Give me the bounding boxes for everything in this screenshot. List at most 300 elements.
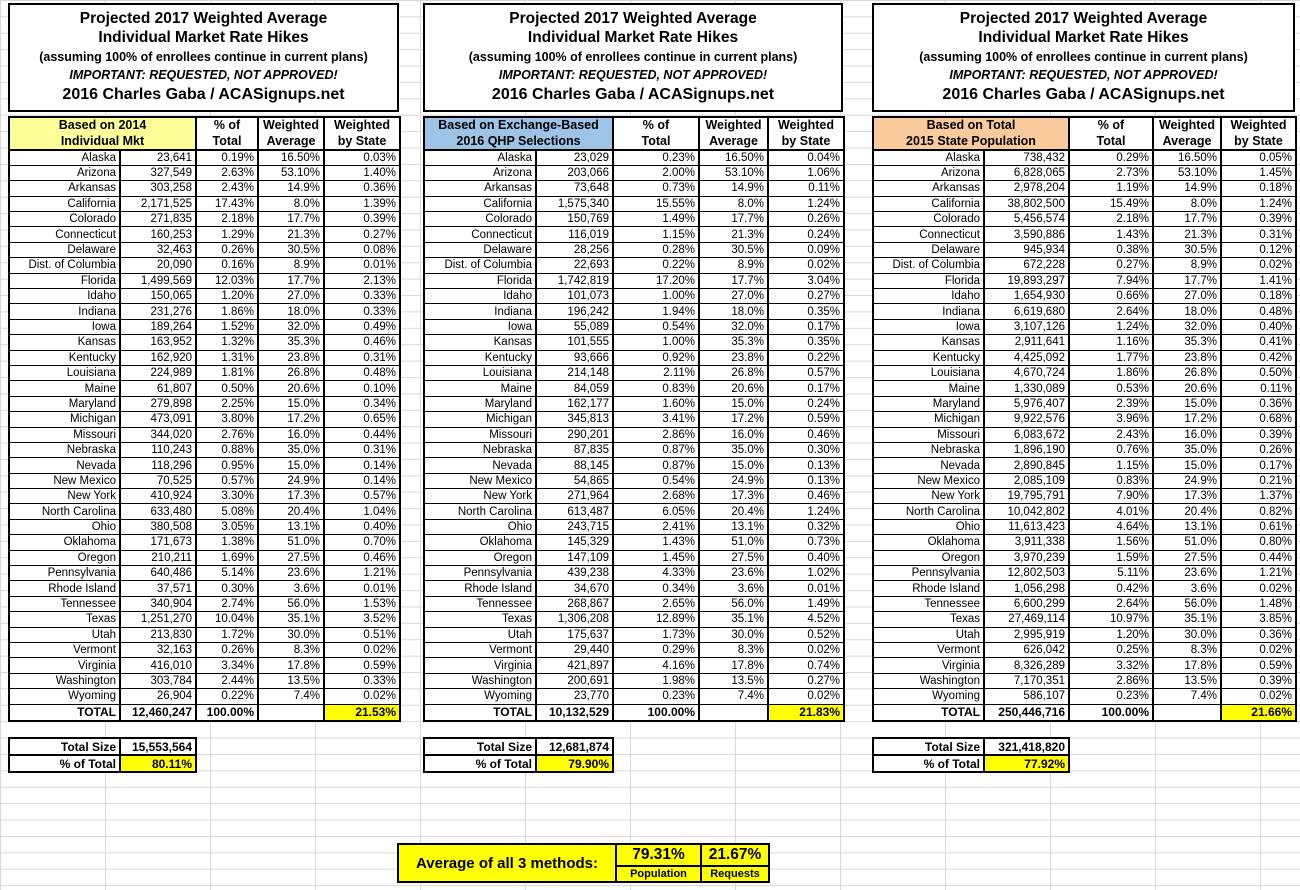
pct-of-total-cell[interactable]: 2.65% (613, 596, 699, 611)
weighted-average-cell[interactable]: 20.4% (258, 504, 324, 519)
state-cell[interactable]: Ohio (424, 519, 536, 534)
weighted-by-state-cell[interactable]: 1.53% (324, 596, 400, 611)
size-cell[interactable]: 55,089 (536, 319, 613, 334)
weighted-average-cell[interactable]: 27.0% (1153, 289, 1221, 304)
size-cell[interactable]: 196,242 (536, 304, 613, 319)
size-cell[interactable]: 6,600,299 (984, 596, 1069, 611)
pct-of-total-cell[interactable]: 1.32% (196, 335, 258, 350)
weighted-average-cell[interactable]: 30.0% (1153, 627, 1221, 642)
pct-of-total-cell[interactable]: 2.86% (613, 427, 699, 442)
size-cell[interactable]: 6,619,680 (984, 304, 1069, 319)
weighted-average-cell[interactable]: 27.0% (699, 289, 768, 304)
size-cell[interactable]: 37,571 (120, 581, 196, 596)
state-cell[interactable]: Oregon (9, 550, 120, 565)
state-cell[interactable]: Dist. of Columbia (424, 258, 536, 273)
weighted-by-state-cell[interactable]: 0.31% (1221, 227, 1296, 242)
weighted-average-cell[interactable]: 30.5% (699, 242, 768, 257)
pct-of-total-cell[interactable]: 15.55% (613, 196, 699, 211)
weighted-average-cell[interactable]: 24.9% (258, 473, 324, 488)
size-cell[interactable]: 439,238 (536, 566, 613, 581)
weighted-average-cell[interactable]: 17.2% (258, 412, 324, 427)
weighted-average-cell[interactable]: 17.7% (258, 212, 324, 227)
weighted-by-state-cell[interactable]: 0.36% (1221, 627, 1296, 642)
pct-of-total-cell[interactable]: 0.29% (613, 643, 699, 658)
weighted-by-state-cell[interactable]: 1.45% (1221, 165, 1296, 180)
weighted-average-cell[interactable]: 32.0% (699, 319, 768, 334)
weighted-average-cell[interactable]: 7.4% (699, 689, 768, 704)
weighted-average-cell[interactable]: 27.0% (258, 289, 324, 304)
weighted-average-cell[interactable]: 23.6% (258, 566, 324, 581)
weighted-average-cell[interactable]: 8.9% (258, 258, 324, 273)
pct-of-total-cell[interactable]: 1.20% (196, 289, 258, 304)
pct-of-total-cell[interactable]: 3.41% (613, 412, 699, 427)
pct-of-total-cell[interactable]: 1.20% (1069, 627, 1153, 642)
weighted-by-state-cell[interactable]: 0.49% (324, 319, 400, 334)
weighted-by-state-cell[interactable]: 0.02% (1221, 258, 1296, 273)
state-cell[interactable]: Oklahoma (9, 535, 120, 550)
weighted-average-cell[interactable]: 15.0% (258, 458, 324, 473)
weighted-average-cell[interactable]: 53.10% (1153, 165, 1221, 180)
weighted-by-state-cell[interactable]: 0.18% (1221, 181, 1296, 196)
size-cell[interactable]: 150,769 (536, 212, 613, 227)
state-cell[interactable]: New York (873, 489, 984, 504)
pct-of-total-cell[interactable]: 3.80% (196, 412, 258, 427)
weighted-average-cell[interactable]: 15.0% (699, 458, 768, 473)
state-cell[interactable]: Idaho (424, 289, 536, 304)
state-cell[interactable]: Iowa (873, 319, 984, 334)
weighted-average-cell[interactable]: 17.7% (699, 212, 768, 227)
weighted-by-state-cell[interactable]: 0.70% (324, 535, 400, 550)
average-population-value[interactable]: 79.31% (616, 844, 701, 866)
size-cell[interactable]: 1,306,208 (536, 612, 613, 627)
state-cell[interactable]: Nevada (424, 458, 536, 473)
weighted-average-cell[interactable]: 20.6% (1153, 381, 1221, 396)
size-cell[interactable]: 4,425,092 (984, 350, 1069, 365)
weighted-average-cell[interactable]: 17.8% (1153, 658, 1221, 673)
size-cell[interactable]: 54,865 (536, 473, 613, 488)
size-cell[interactable]: 224,989 (120, 365, 196, 380)
state-cell[interactable]: Nevada (9, 458, 120, 473)
pct-of-total-cell[interactable]: 0.57% (196, 473, 258, 488)
weighted-average-cell[interactable]: 7.4% (1153, 689, 1221, 704)
weighted-average-cell[interactable]: 15.0% (1153, 458, 1221, 473)
weighted-by-state-cell[interactable]: 0.24% (768, 227, 844, 242)
state-cell[interactable]: Kentucky (424, 350, 536, 365)
state-cell[interactable]: Maine (9, 381, 120, 396)
size-cell[interactable]: 1,251,270 (120, 612, 196, 627)
weighted-by-state-cell[interactable]: 0.11% (1221, 381, 1296, 396)
pct-of-total-cell[interactable]: 0.23% (613, 689, 699, 704)
size-cell[interactable]: 290,201 (536, 427, 613, 442)
state-cell[interactable]: New Mexico (9, 473, 120, 488)
total-weighted-by-state-cell[interactable]: 21.53% (324, 704, 400, 721)
state-cell[interactable]: Arkansas (424, 181, 536, 196)
size-cell[interactable]: 1,575,340 (536, 196, 613, 211)
weighted-by-state-cell[interactable]: 0.17% (1221, 458, 1296, 473)
weighted-average-cell[interactable]: 20.6% (258, 381, 324, 396)
state-cell[interactable]: Washington (873, 673, 984, 688)
pct-of-total-cell[interactable]: 2.25% (196, 396, 258, 411)
state-cell[interactable]: Wyoming (873, 689, 984, 704)
size-cell[interactable]: 5,456,574 (984, 212, 1069, 227)
weighted-average-cell[interactable]: 20.4% (699, 504, 768, 519)
state-cell[interactable]: Wyoming (424, 689, 536, 704)
pct-of-total-cell[interactable]: 1.45% (613, 550, 699, 565)
weighted-by-state-cell[interactable]: 0.21% (1221, 473, 1296, 488)
weighted-by-state-cell[interactable]: 0.34% (324, 396, 400, 411)
size-cell[interactable]: 19,795,791 (984, 489, 1069, 504)
weighted-by-state-cell[interactable]: 0.46% (768, 427, 844, 442)
state-cell[interactable]: Virginia (424, 658, 536, 673)
weighted-average-cell[interactable]: 18.0% (699, 304, 768, 319)
pct-of-total-cell[interactable]: 2.64% (1069, 304, 1153, 319)
weighted-average-cell[interactable]: 8.0% (258, 196, 324, 211)
pct-of-total-cell[interactable]: 1.00% (613, 289, 699, 304)
weighted-by-state-cell[interactable]: 0.40% (1221, 319, 1296, 334)
weighted-by-state-cell[interactable]: 0.59% (1221, 658, 1296, 673)
size-cell[interactable]: 101,073 (536, 289, 613, 304)
size-cell[interactable]: 738,432 (984, 150, 1069, 165)
weighted-average-cell[interactable]: 13.5% (1153, 673, 1221, 688)
pct-of-total-cell[interactable]: 0.66% (1069, 289, 1153, 304)
weighted-by-state-cell[interactable]: 0.61% (1221, 519, 1296, 534)
state-cell[interactable]: North Carolina (424, 504, 536, 519)
state-cell[interactable]: Missouri (873, 427, 984, 442)
state-cell[interactable]: Utah (424, 627, 536, 642)
weighted-by-state-cell[interactable]: 1.24% (1221, 196, 1296, 211)
state-cell[interactable]: Michigan (9, 412, 120, 427)
size-cell[interactable]: 327,549 (120, 165, 196, 180)
weighted-by-state-cell[interactable]: 0.18% (1221, 289, 1296, 304)
weighted-average-cell[interactable]: 17.7% (258, 273, 324, 288)
weighted-average-cell[interactable]: 17.3% (699, 489, 768, 504)
size-cell[interactable]: 633,480 (120, 504, 196, 519)
weighted-by-state-cell[interactable]: 0.50% (1221, 365, 1296, 380)
weighted-by-state-cell[interactable]: 0.33% (324, 289, 400, 304)
weighted-average-cell[interactable]: 27.5% (699, 550, 768, 565)
size-cell[interactable]: 12,802,503 (984, 566, 1069, 581)
pct-of-total-cell[interactable]: 2.74% (196, 596, 258, 611)
total-size-value[interactable]: 321,418,820 (984, 738, 1069, 755)
size-cell[interactable]: 303,258 (120, 181, 196, 196)
state-cell[interactable]: Oklahoma (424, 535, 536, 550)
weighted-by-state-cell[interactable]: 0.17% (768, 319, 844, 334)
state-cell[interactable]: Louisiana (9, 365, 120, 380)
state-cell[interactable]: Indiana (873, 304, 984, 319)
pct-of-total-cell[interactable]: 2.64% (1069, 596, 1153, 611)
size-cell[interactable]: 8,326,289 (984, 658, 1069, 673)
weighted-by-state-cell[interactable]: 0.24% (768, 396, 844, 411)
pct-of-total-cell[interactable]: 2.76% (196, 427, 258, 442)
weighted-by-state-cell[interactable]: 4.52% (768, 612, 844, 627)
pct-of-total-cell[interactable]: 1.81% (196, 365, 258, 380)
pct-of-total-cell[interactable]: 0.88% (196, 442, 258, 457)
pct-of-total-cell[interactable]: 15.49% (1069, 196, 1153, 211)
size-cell[interactable]: 416,010 (120, 658, 196, 673)
state-cell[interactable]: New York (9, 489, 120, 504)
size-cell[interactable]: 3,970,239 (984, 550, 1069, 565)
pct-of-total-cell[interactable]: 2.86% (1069, 673, 1153, 688)
pct-of-total-cell[interactable]: 0.50% (196, 381, 258, 396)
weighted-by-state-cell[interactable]: 0.03% (324, 150, 400, 165)
size-cell[interactable]: 189,264 (120, 319, 196, 334)
weighted-average-cell[interactable]: 32.0% (258, 319, 324, 334)
pct-of-total-cell[interactable]: 7.90% (1069, 489, 1153, 504)
pct-of-total-cell[interactable]: 0.53% (1069, 381, 1153, 396)
state-cell[interactable]: California (424, 196, 536, 211)
size-cell[interactable]: 101,555 (536, 335, 613, 350)
weighted-by-state-cell[interactable]: 0.48% (324, 365, 400, 380)
size-cell[interactable]: 3,107,126 (984, 319, 1069, 334)
state-cell[interactable]: Arizona (9, 165, 120, 180)
weighted-average-cell[interactable]: 17.2% (699, 412, 768, 427)
pct-of-total-cell[interactable]: 0.54% (613, 473, 699, 488)
weighted-by-state-cell[interactable]: 0.59% (324, 658, 400, 673)
pct-of-total-cell[interactable]: 0.87% (613, 442, 699, 457)
pct-of-total-cell[interactable]: 1.43% (1069, 227, 1153, 242)
weighted-by-state-cell[interactable]: 0.02% (1221, 581, 1296, 596)
pct-of-total-cell[interactable]: 1.29% (196, 227, 258, 242)
state-cell[interactable]: Alaska (424, 150, 536, 165)
weighted-average-cell[interactable]: 17.3% (1153, 489, 1221, 504)
weighted-average-cell[interactable]: 21.3% (699, 227, 768, 242)
pct-of-total-cell[interactable]: 4.33% (613, 566, 699, 581)
state-cell[interactable]: Kansas (424, 335, 536, 350)
pct-of-total-cell[interactable]: 0.30% (196, 581, 258, 596)
weighted-by-state-cell[interactable]: 3.85% (1221, 612, 1296, 627)
size-cell[interactable]: 150,065 (120, 289, 196, 304)
size-cell[interactable]: 344,020 (120, 427, 196, 442)
weighted-average-cell[interactable]: 13.5% (699, 673, 768, 688)
total-pct-cell[interactable]: 100.00% (1069, 704, 1153, 721)
state-cell[interactable]: Connecticut (424, 227, 536, 242)
pct-of-total-cell[interactable]: 1.16% (1069, 335, 1153, 350)
size-cell[interactable]: 2,171,525 (120, 196, 196, 211)
pct-of-total-cell[interactable]: 0.83% (1069, 473, 1153, 488)
state-cell[interactable]: Pennsylvania (873, 566, 984, 581)
weighted-average-cell[interactable]: 14.9% (1153, 181, 1221, 196)
pct-of-total-cell[interactable]: 1.98% (613, 673, 699, 688)
weighted-average-cell[interactable]: 21.3% (1153, 227, 1221, 242)
weighted-average-cell[interactable]: 14.9% (699, 181, 768, 196)
pct-of-total-cell[interactable]: 0.29% (1069, 150, 1153, 165)
pct-of-total-cell[interactable]: 2.18% (1069, 212, 1153, 227)
weighted-by-state-cell[interactable]: 0.46% (768, 489, 844, 504)
pct-of-total-cell[interactable]: 0.27% (1069, 258, 1153, 273)
state-cell[interactable]: Tennessee (9, 596, 120, 611)
weighted-average-cell[interactable]: 17.7% (699, 273, 768, 288)
size-cell[interactable]: 214,148 (536, 365, 613, 380)
state-cell[interactable]: North Carolina (9, 504, 120, 519)
pct-of-total-cell[interactable]: 2.63% (196, 165, 258, 180)
total-size-value[interactable]: 15,553,564 (120, 738, 196, 755)
weighted-by-state-cell[interactable]: 0.11% (768, 181, 844, 196)
pct-of-total-cell[interactable]: 1.56% (1069, 535, 1153, 550)
weighted-average-cell[interactable]: 7.4% (258, 689, 324, 704)
pct-of-total-cell[interactable]: 10.97% (1069, 612, 1153, 627)
weighted-by-state-cell[interactable]: 0.31% (324, 350, 400, 365)
pct-of-total-cell[interactable]: 17.20% (613, 273, 699, 288)
state-cell[interactable]: Texas (424, 612, 536, 627)
pct-of-total-cell[interactable]: 2.39% (1069, 396, 1153, 411)
weighted-by-state-cell[interactable]: 0.40% (768, 550, 844, 565)
weighted-by-state-cell[interactable]: 0.26% (768, 212, 844, 227)
total-weighted-by-state-cell[interactable]: 21.66% (1221, 704, 1296, 721)
size-cell[interactable]: 586,107 (984, 689, 1069, 704)
weighted-average-cell[interactable]: 16.50% (1153, 150, 1221, 165)
weighted-by-state-cell[interactable]: 1.06% (768, 165, 844, 180)
weighted-by-state-cell[interactable]: 0.59% (768, 412, 844, 427)
pct-of-total-cell[interactable]: 12.89% (613, 612, 699, 627)
weighted-average-cell[interactable]: 51.0% (258, 535, 324, 550)
pct-of-total-cell[interactable]: 1.86% (1069, 365, 1153, 380)
pct-of-total-cell[interactable]: 5.11% (1069, 566, 1153, 581)
state-cell[interactable]: Vermont (873, 643, 984, 658)
weighted-average-cell[interactable]: 8.9% (699, 258, 768, 273)
total-size-cell[interactable]: 10,132,529 (536, 704, 613, 721)
weighted-average-cell[interactable]: 16.50% (699, 150, 768, 165)
state-cell[interactable]: Delaware (873, 242, 984, 257)
size-cell[interactable]: 28,256 (536, 242, 613, 257)
size-cell[interactable]: 203,066 (536, 165, 613, 180)
state-cell[interactable]: Virginia (873, 658, 984, 673)
weighted-by-state-cell[interactable]: 0.73% (768, 535, 844, 550)
state-cell[interactable]: Louisiana (873, 365, 984, 380)
weighted-by-state-cell[interactable]: 0.27% (768, 289, 844, 304)
total-pct-cell[interactable]: 100.00% (196, 704, 258, 721)
weighted-average-cell[interactable]: 20.4% (1153, 504, 1221, 519)
weighted-by-state-cell[interactable]: 0.26% (1221, 442, 1296, 457)
state-cell[interactable]: Indiana (9, 304, 120, 319)
weighted-average-cell[interactable]: 35.3% (258, 335, 324, 350)
pct-of-total-cell[interactable]: 1.24% (1069, 319, 1153, 334)
state-cell[interactable]: Dist. of Columbia (873, 258, 984, 273)
pct-of-total-cell[interactable]: 3.34% (196, 658, 258, 673)
weighted-average-cell[interactable]: 26.8% (699, 365, 768, 380)
state-cell[interactable]: Rhode Island (424, 581, 536, 596)
pct-of-total-cell[interactable]: 1.19% (1069, 181, 1153, 196)
size-cell[interactable]: 162,920 (120, 350, 196, 365)
size-cell[interactable]: 2,978,204 (984, 181, 1069, 196)
weighted-average-cell[interactable]: 35.3% (1153, 335, 1221, 350)
size-cell[interactable]: 626,042 (984, 643, 1069, 658)
state-cell[interactable]: Texas (873, 612, 984, 627)
weighted-average-cell[interactable]: 35.0% (699, 442, 768, 457)
size-cell[interactable]: 20,090 (120, 258, 196, 273)
state-cell[interactable]: Dist. of Columbia (9, 258, 120, 273)
weighted-by-state-cell[interactable]: 0.02% (1221, 689, 1296, 704)
state-cell[interactable]: Missouri (9, 427, 120, 442)
pct-of-total-cell[interactable]: 1.15% (1069, 458, 1153, 473)
pct-of-total-cell[interactable]: 0.16% (196, 258, 258, 273)
weighted-average-cell[interactable]: 23.6% (1153, 566, 1221, 581)
pct-of-total-cell[interactable]: 0.92% (613, 350, 699, 365)
weighted-average-cell[interactable]: 16.0% (699, 427, 768, 442)
state-cell[interactable]: Nevada (873, 458, 984, 473)
pct-of-total-cell[interactable]: 2.43% (196, 181, 258, 196)
pct-of-total-cell[interactable]: 7.94% (1069, 273, 1153, 288)
weighted-by-state-cell[interactable]: 0.48% (1221, 304, 1296, 319)
size-cell[interactable]: 23,029 (536, 150, 613, 165)
weighted-by-state-cell[interactable]: 0.36% (324, 181, 400, 196)
size-cell[interactable]: 9,922,576 (984, 412, 1069, 427)
size-cell[interactable]: 87,835 (536, 442, 613, 457)
state-cell[interactable]: Colorado (9, 212, 120, 227)
size-cell[interactable]: 110,243 (120, 442, 196, 457)
state-cell[interactable]: Pennsylvania (9, 566, 120, 581)
state-cell[interactable]: Texas (9, 612, 120, 627)
weighted-by-state-cell[interactable]: 0.27% (768, 673, 844, 688)
size-cell[interactable]: 171,673 (120, 535, 196, 550)
state-cell[interactable]: Kansas (873, 335, 984, 350)
size-cell[interactable]: 23,641 (120, 150, 196, 165)
pct-of-total-cell[interactable]: 0.73% (613, 181, 699, 196)
pct-of-total-cell[interactable]: 1.86% (196, 304, 258, 319)
state-cell[interactable]: Florida (424, 273, 536, 288)
weighted-average-cell[interactable]: 18.0% (1153, 304, 1221, 319)
weighted-average-cell[interactable]: 23.6% (699, 566, 768, 581)
weighted-by-state-cell[interactable]: 0.13% (768, 473, 844, 488)
size-cell[interactable]: 73,648 (536, 181, 613, 196)
size-cell[interactable]: 3,590,886 (984, 227, 1069, 242)
pct-of-total-cell[interactable]: 2.00% (613, 165, 699, 180)
weighted-by-state-cell[interactable]: 0.39% (324, 212, 400, 227)
weighted-by-state-cell[interactable]: 0.02% (324, 689, 400, 704)
weighted-by-state-cell[interactable]: 1.39% (324, 196, 400, 211)
weighted-by-state-cell[interactable]: 0.39% (1221, 212, 1296, 227)
weighted-average-cell[interactable]: 17.3% (258, 489, 324, 504)
size-cell[interactable]: 231,276 (120, 304, 196, 319)
weighted-average-cell[interactable]: 27.5% (258, 550, 324, 565)
state-cell[interactable]: Maryland (424, 396, 536, 411)
size-cell[interactable]: 22,693 (536, 258, 613, 273)
pct-of-total-cell[interactable]: 0.42% (1069, 581, 1153, 596)
state-cell[interactable]: Tennessee (424, 596, 536, 611)
pct-of-total-cell[interactable]: 0.26% (196, 242, 258, 257)
weighted-by-state-cell[interactable]: 0.41% (1221, 335, 1296, 350)
weighted-average-cell[interactable]: 17.7% (1153, 212, 1221, 227)
weighted-by-state-cell[interactable]: 0.42% (1221, 350, 1296, 365)
state-cell[interactable]: Maine (873, 381, 984, 396)
weighted-average-cell[interactable]: 23.8% (699, 350, 768, 365)
state-cell[interactable]: Colorado (424, 212, 536, 227)
pct-of-total-cell[interactable]: 1.43% (613, 535, 699, 550)
state-cell[interactable]: Connecticut (873, 227, 984, 242)
size-cell[interactable]: 1,499,569 (120, 273, 196, 288)
state-cell[interactable]: Kentucky (9, 350, 120, 365)
weighted-average-cell[interactable]: 32.0% (1153, 319, 1221, 334)
state-cell[interactable]: Maryland (873, 396, 984, 411)
state-cell[interactable]: Arizona (424, 165, 536, 180)
size-cell[interactable]: 2,995,919 (984, 627, 1069, 642)
weighted-by-state-cell[interactable]: 0.13% (768, 458, 844, 473)
state-cell[interactable]: California (9, 196, 120, 211)
weighted-average-cell[interactable]: 53.10% (258, 165, 324, 180)
state-cell[interactable]: Idaho (9, 289, 120, 304)
pct-of-total-cell[interactable]: 4.64% (1069, 519, 1153, 534)
weighted-average-cell[interactable]: 13.1% (1153, 519, 1221, 534)
size-cell[interactable]: 29,440 (536, 643, 613, 658)
weighted-by-state-cell[interactable]: 0.44% (324, 427, 400, 442)
weighted-by-state-cell[interactable]: 0.09% (768, 242, 844, 257)
weighted-average-cell[interactable]: 8.3% (699, 643, 768, 658)
size-cell[interactable]: 6,828,065 (984, 165, 1069, 180)
weighted-by-state-cell[interactable]: 0.36% (1221, 396, 1296, 411)
weighted-average-cell[interactable]: 15.0% (258, 396, 324, 411)
size-cell[interactable]: 1,742,819 (536, 273, 613, 288)
state-cell[interactable]: Tennessee (873, 596, 984, 611)
weighted-average-cell[interactable]: 35.1% (258, 612, 324, 627)
